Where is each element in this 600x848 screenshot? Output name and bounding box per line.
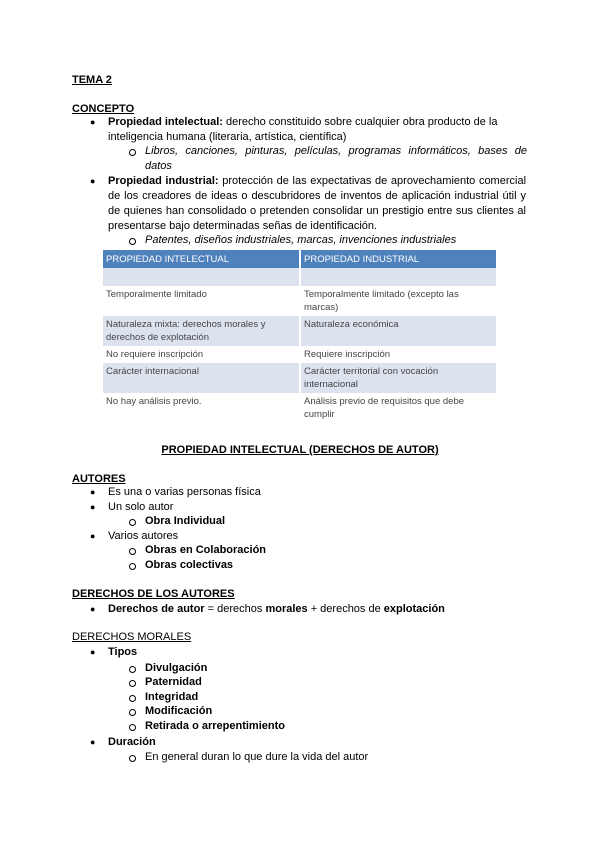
intelectual-def1: derecho constituido sobre cualquier obra producto de la xyxy=(225,116,498,128)
table-cell: Temporalmente limitado xyxy=(103,286,300,316)
duracion-text: En general duran lo que dure la vida del autor xyxy=(145,751,369,763)
table-row xyxy=(103,268,497,286)
bullet-icon: ● xyxy=(90,502,96,512)
industrial-def3: de quienes han consolidado o pretenden consolidar un prestigio entre sus clientes al xyxy=(108,205,526,217)
intelectual-def2: inteligencia humana (literaria, artística, científica) xyxy=(108,131,347,143)
table-cell: Naturaleza mixta: derechos morales y derechos de explotación xyxy=(103,316,300,346)
formula-plus: + derechos de xyxy=(307,603,384,615)
tipo-item: Divulgación xyxy=(145,662,208,674)
table-cell xyxy=(103,268,300,286)
table-cell xyxy=(300,268,497,286)
autores-item1: Es una o varias personas física xyxy=(108,486,261,498)
formula-eq: = derechos xyxy=(204,603,266,615)
header-intelectual: PROPIEDAD INTELECTUAL xyxy=(103,250,300,268)
table-row xyxy=(103,363,497,393)
derechos-heading: DERECHOS DE LOS AUTORES xyxy=(72,588,235,600)
industrial-def4: presentarse bajo determinadas señas de identificación. xyxy=(108,220,378,232)
industrial-line1 xyxy=(108,174,526,189)
intelectual-examples2: datos xyxy=(145,160,172,172)
autores-item3-sub2: Obras colectivas xyxy=(145,559,234,571)
table-header-row xyxy=(103,250,497,268)
autores-item3: Varios autores xyxy=(108,530,179,542)
circle-bullet-icon xyxy=(129,695,136,702)
table-cell: Temporalmente limitado (excepto las marcas) xyxy=(300,286,497,316)
table-cell: Carácter internacional xyxy=(103,363,300,393)
tipo-item: Paternidad xyxy=(145,676,202,688)
industrial-examples: Patentes, diseños industriales, marcas, invenciones industriales xyxy=(145,234,457,246)
circle-bullet-icon xyxy=(129,724,136,731)
tipo-item: Modificación xyxy=(145,705,213,717)
table-cell: Requiere inscripción xyxy=(300,346,497,363)
bullet-icon: ● xyxy=(90,531,96,541)
table-cell: No hay análisis previo. xyxy=(103,393,300,423)
tema-title: TEMA 2 xyxy=(72,74,112,86)
bullet-icon: ● xyxy=(90,117,96,127)
circle-bullet-icon xyxy=(129,149,136,156)
table-cell: Análisis previo de requisitos que debe cumplir xyxy=(300,393,497,423)
tipos-label: Tipos xyxy=(108,646,138,658)
autores-item2-sub: Obra Individual xyxy=(145,515,226,527)
intelectual-term: Propiedad intelectual: xyxy=(108,116,223,128)
industrial-def2: de los creadores de ideas o descubridores de inventos de aplicación industrial útil y xyxy=(108,190,526,202)
morales-heading: DERECHOS MORALES xyxy=(72,631,192,643)
circle-bullet-icon xyxy=(129,563,136,570)
section-title: PROPIEDAD INTELECTUAL (DERECHOS DE AUTOR) xyxy=(161,444,439,456)
table-row xyxy=(103,286,497,316)
circle-bullet-icon xyxy=(129,666,136,673)
comparison-table xyxy=(103,250,498,423)
bullet-icon: ● xyxy=(90,647,96,657)
bullet-icon: ● xyxy=(90,487,96,497)
circle-bullet-icon xyxy=(129,680,136,687)
table-cell: Naturaleza económica xyxy=(300,316,497,346)
formula-explotacion: explotación xyxy=(383,603,445,615)
autores-item3-sub1: Obras en Colaboración xyxy=(145,544,267,556)
table-row xyxy=(103,346,497,363)
bullet-icon: ● xyxy=(90,737,96,747)
circle-bullet-icon xyxy=(129,709,136,716)
tipo-item: Retirada o arrepentimiento xyxy=(145,720,285,732)
industrial-term: Propiedad industrial: xyxy=(108,175,219,187)
table-row xyxy=(103,393,497,423)
circle-bullet-icon xyxy=(129,238,136,245)
autores-item2: Un solo autor xyxy=(108,501,174,513)
intelectual-examples1: Libros, canciones, pinturas, películas, programas informáticos, bases de xyxy=(145,145,527,157)
autores-heading: AUTORES xyxy=(72,473,126,485)
formula-term: Derechos de autor xyxy=(108,603,205,615)
duracion-label: Duración xyxy=(108,736,156,748)
table-cell: No requiere inscripción xyxy=(103,346,300,363)
industrial-def1: protección de las expectativas de aprovechamiento comercial xyxy=(222,175,527,187)
tipo-item: Integridad xyxy=(145,691,199,703)
formula-morales: morales xyxy=(265,603,308,615)
intelectual-line1 xyxy=(108,115,526,130)
concepto-heading: CONCEPTO xyxy=(72,103,135,115)
table-row xyxy=(103,316,497,346)
bullet-icon: ● xyxy=(90,176,96,186)
derechos-formula xyxy=(108,602,445,617)
table-cell: Carácter territorial con vocación internacional xyxy=(300,363,497,393)
circle-bullet-icon xyxy=(129,519,136,526)
circle-bullet-icon xyxy=(129,548,136,555)
circle-bullet-icon xyxy=(129,755,136,762)
header-industrial: PROPIEDAD INDUSTRIAL xyxy=(300,250,497,268)
bullet-icon: ● xyxy=(90,604,96,614)
